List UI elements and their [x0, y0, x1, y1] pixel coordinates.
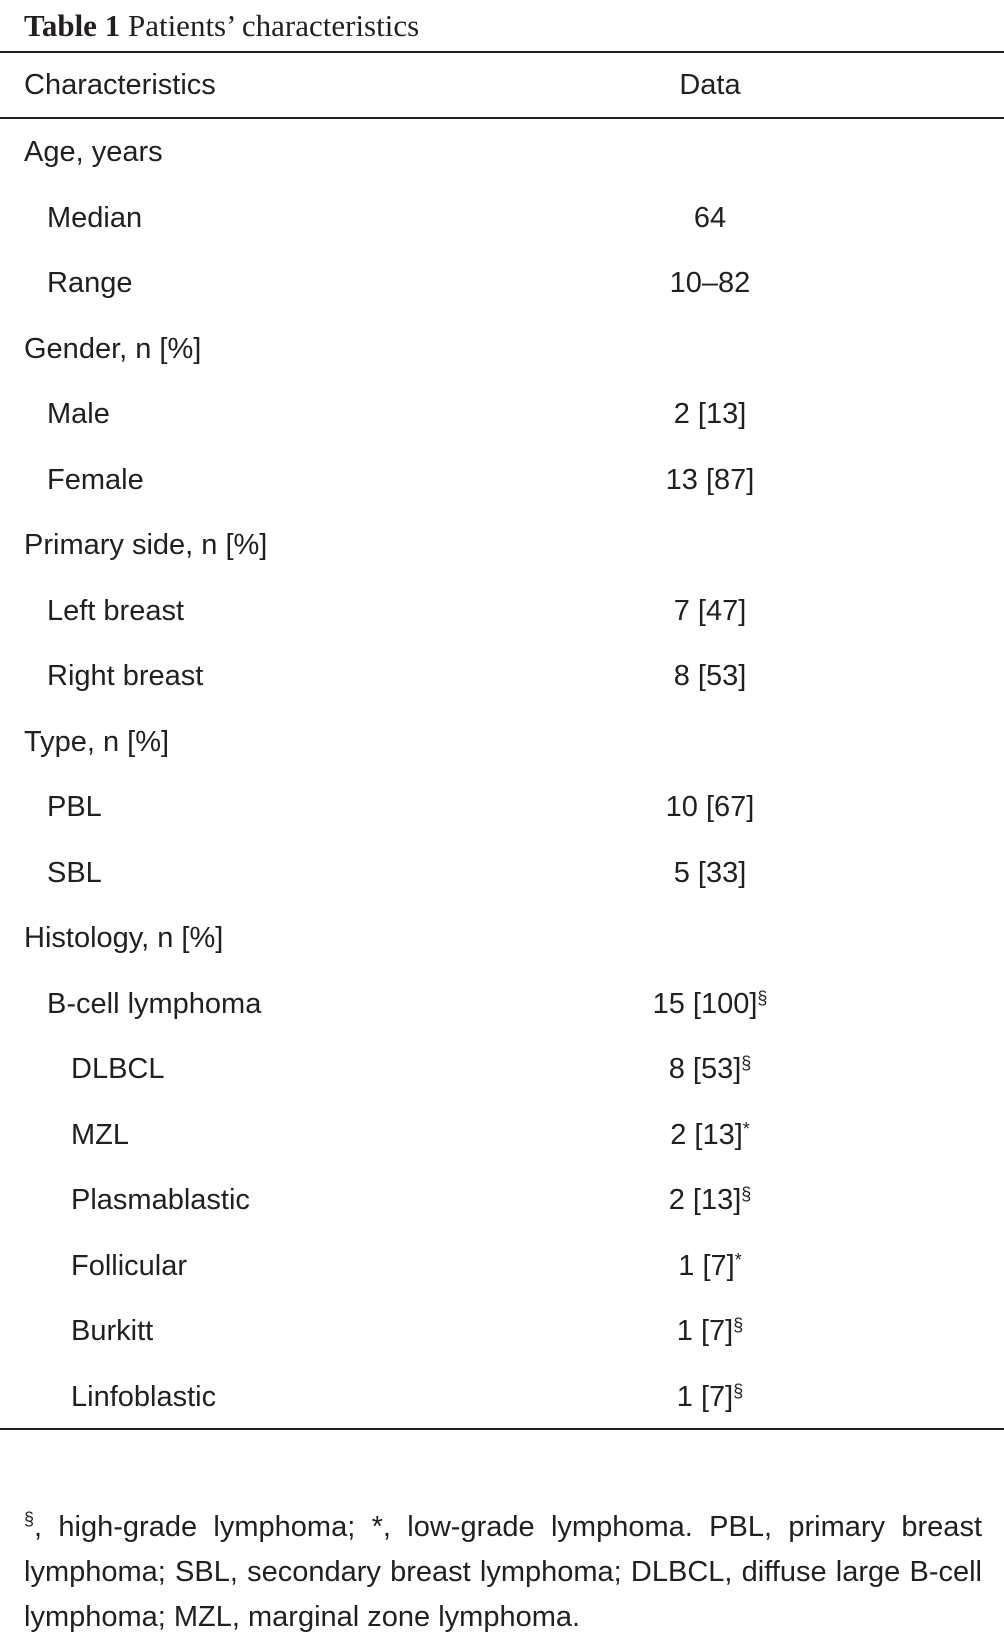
row-label: Female: [47, 463, 144, 496]
row-value: 15 [100]: [652, 987, 758, 1020]
footnote-text: , high-grade lymphoma; *, low-grade lymphoma. PBL, primary breast lymphoma; SBL, secondary breast lymphoma; DLBCL, diffuse large B-cell lymphoma; MZL, marginal zone lymphoma.: [24, 1511, 982, 1633]
row-group-label: Age, years: [24, 136, 163, 168]
row-value-mark: *: [734, 1249, 742, 1270]
row-value-cell: [560, 577, 860, 646]
row-value: 2 [13]: [673, 398, 747, 430]
bottom-rule: [0, 1428, 1004, 1430]
row-value: 10–82: [669, 267, 751, 299]
row-value-cell: [560, 1297, 860, 1366]
row-value: 8 [53]: [673, 660, 747, 692]
table-row: [0, 446, 1004, 515]
row-value-cell: [560, 249, 860, 318]
row-value-cell: [560, 1035, 860, 1104]
row-label: DLBCL: [71, 1053, 165, 1085]
row-value-cell: [560, 184, 860, 253]
row-label: Follicular: [71, 1249, 188, 1282]
row-value: 2 [13]: [670, 1118, 743, 1151]
row-label: PBL: [47, 791, 102, 823]
table-row: [0, 315, 1004, 384]
table-row: [0, 970, 1004, 1039]
row-value-cell: [560, 1363, 860, 1432]
row-value-mark: §: [741, 1184, 752, 1204]
table-row: [0, 1101, 1004, 1170]
row-value-mark: §: [741, 1053, 752, 1073]
column-header-data: Data: [679, 69, 741, 101]
row-value: 7 [47]: [673, 594, 747, 627]
row-group-label: Primary side, n [%]: [24, 529, 268, 561]
table-row: [0, 249, 1004, 318]
row-label: Right breast: [47, 660, 204, 692]
table-caption-title: Patients’ characteristics: [127, 8, 420, 43]
row-value: 10 [67]: [665, 791, 755, 823]
row-value: 2 [13]: [668, 1184, 742, 1216]
table-row: [0, 118, 1004, 187]
row-group-label: Histology, n [%]: [24, 922, 224, 954]
row-value: 1 [7]: [678, 1249, 735, 1282]
row-label: MZL: [71, 1118, 129, 1151]
table-row: [0, 1166, 1004, 1235]
table-row: [0, 1232, 1004, 1301]
row-label: Range: [47, 267, 133, 299]
row-value: 8 [53]: [668, 1053, 742, 1085]
table-header-row: [0, 51, 1004, 120]
row-value-cell: [560, 839, 860, 908]
table-row: [0, 1363, 1004, 1432]
column-header-characteristics: Characteristics: [24, 69, 216, 101]
table-row: [0, 511, 1004, 580]
table-footnote: [24, 1505, 982, 1640]
table-row: [0, 839, 1004, 908]
row-value-cell: [560, 773, 860, 842]
row-value: 1 [7]: [676, 1380, 734, 1413]
row-value-mark: §: [733, 1380, 744, 1401]
footnote-mark: §: [24, 1509, 35, 1529]
table-row: [0, 184, 1004, 253]
row-label: Plasmablastic: [71, 1184, 250, 1216]
table-row: [0, 642, 1004, 711]
table-row: [0, 577, 1004, 646]
row-value: 13 [87]: [665, 463, 755, 496]
row-label: B-cell lymphoma: [47, 987, 262, 1020]
table-caption: [24, 6, 419, 46]
row-label: Male: [47, 398, 110, 430]
row-label: Burkitt: [71, 1315, 154, 1347]
table-caption-label: Table 1: [24, 8, 121, 43]
row-value-cell: [560, 1166, 860, 1235]
row-label: SBL: [47, 856, 102, 889]
row-value-cell: [560, 380, 860, 449]
table-row: [0, 1035, 1004, 1104]
table-row: [0, 1297, 1004, 1366]
row-value-cell: [560, 1232, 860, 1301]
row-value: 5 [33]: [673, 856, 747, 889]
row-label: Left breast: [47, 594, 185, 627]
row-value-cell: [560, 970, 860, 1039]
row-value-mark: *: [742, 1118, 750, 1139]
row-value: 1 [7]: [676, 1315, 734, 1347]
table-row: [0, 708, 1004, 777]
row-value: 64: [693, 201, 727, 234]
row-group-label: Gender, n [%]: [24, 332, 202, 365]
row-value-cell: [560, 1101, 860, 1170]
table-row: [0, 773, 1004, 842]
table-row: [0, 380, 1004, 449]
row-label: Median: [47, 201, 143, 234]
row-value-cell: [560, 446, 860, 515]
table-row: [0, 904, 1004, 973]
row-value-cell: [560, 642, 860, 711]
row-group-label: Type, n [%]: [24, 725, 170, 758]
row-value-mark: §: [733, 1315, 744, 1335]
row-value-mark: §: [757, 987, 768, 1008]
row-label: Linfoblastic: [71, 1380, 217, 1413]
